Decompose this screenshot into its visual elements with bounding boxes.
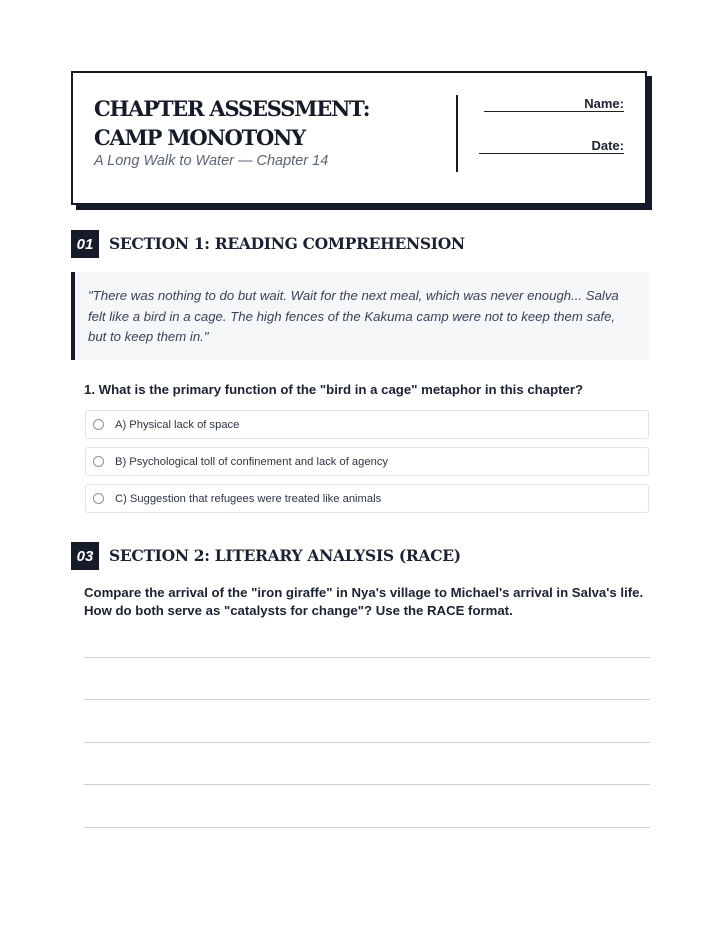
section-1-title: SECTION 1: READING COMPREHENSION: [109, 234, 465, 253]
section-2-badge: 03: [71, 542, 99, 570]
analysis-prompt: Compare the arrival of the "iron giraffe" in Nya's village to Michael's arrival in Salva's life. How do both serve as "catalysts for change"? Use the RACE format.: [84, 585, 644, 618]
answer-line[interactable]: [84, 742, 650, 743]
answer-line[interactable]: [84, 827, 650, 828]
name-field[interactable]: [484, 111, 624, 112]
option-b[interactable]: [85, 447, 649, 476]
header-divider: [456, 95, 458, 172]
section-1-badge: 01: [71, 230, 99, 258]
answer-line[interactable]: [84, 699, 650, 700]
option-c-label: C) Suggestion that refugees were treated like animals: [115, 492, 382, 505]
name-label: Name:: [584, 96, 624, 111]
radio-icon[interactable]: [93, 456, 104, 467]
date-field[interactable]: [479, 153, 624, 154]
radio-icon[interactable]: [93, 493, 104, 504]
question-1: 1. What is the primary function of the "bird in a cage" metaphor in this chapter?: [84, 382, 584, 397]
option-a-label: A) Physical lack of space: [115, 418, 240, 431]
header-box: [71, 71, 647, 205]
answer-line[interactable]: [84, 657, 650, 658]
option-c[interactable]: [85, 484, 649, 513]
radio-icon[interactable]: [93, 419, 104, 430]
page-title: CHAPTER ASSESSMENT: CAMP MONOTONY: [94, 96, 370, 150]
section-2-title: SECTION 2: LITERARY ANALYSIS (RACE): [109, 546, 461, 565]
option-b-label: B) Psychological toll of confinement and lack of agency: [115, 455, 389, 468]
answer-line[interactable]: [84, 784, 650, 785]
option-a[interactable]: [85, 410, 649, 439]
date-label: Date:: [591, 138, 624, 153]
page-subtitle: A Long Walk to Water — Chapter 14: [94, 153, 329, 169]
passage-quote: "There was nothing to do but wait. Wait for the next meal, which was never enough... Salva felt like a bird in a cage. The high fences of the Kakuma camp were not to keep them safe, but to keep them in.": [71, 272, 649, 360]
